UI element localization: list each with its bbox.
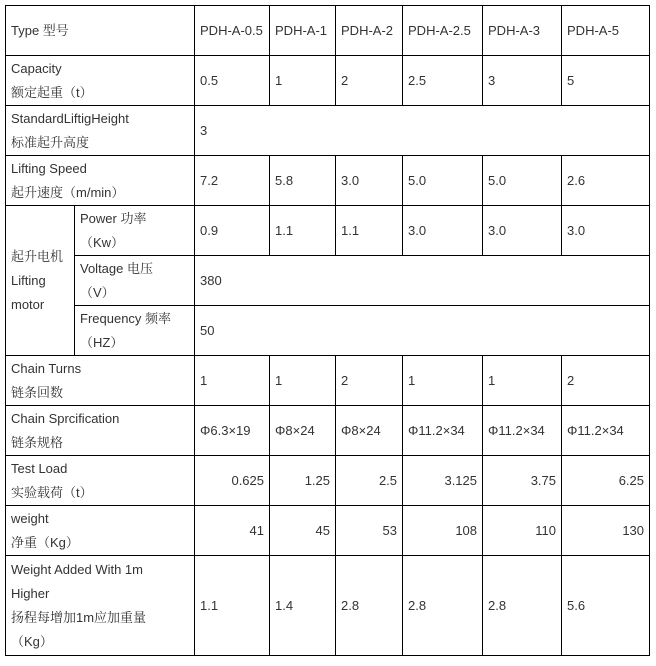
test-load-label xyxy=(6,456,195,506)
weight-value: 110 xyxy=(483,506,562,556)
lifting-speed-value: 5.8 xyxy=(270,156,336,206)
weight-label xyxy=(6,506,195,556)
chain-spec-value: Φ6.3×19 xyxy=(195,406,270,456)
header-row xyxy=(6,6,650,56)
model-5: PDH-A-5 xyxy=(562,6,650,56)
chain-turns-value: 2 xyxy=(336,356,403,406)
specification-table xyxy=(5,5,650,656)
power-value: 1.1 xyxy=(336,206,403,256)
weight-added-value: 5.6 xyxy=(562,556,650,656)
lifting-motor-label-en-1: Lifting xyxy=(11,272,46,288)
weight-added-label-4: （Kg） xyxy=(11,633,53,649)
lifting-speed-value: 5.0 xyxy=(483,156,562,206)
standard-height-label xyxy=(6,106,195,156)
weight-value: 130 xyxy=(562,506,650,556)
table-row xyxy=(6,106,650,156)
chain-turns-value: 1 xyxy=(270,356,336,406)
weight-value: 45 xyxy=(270,506,336,556)
frequency-label-1: Frequency 频率 xyxy=(80,310,172,326)
frequency-label xyxy=(75,306,195,356)
model-3: PDH-A-3 xyxy=(483,6,562,56)
weight-added-label xyxy=(6,556,195,656)
weight-added-label-2: Higher xyxy=(11,585,50,601)
chain-spec-value: Φ8×24 xyxy=(336,406,403,456)
capacity-label-cn: 额定起重（t） xyxy=(11,84,93,100)
power-label-1: Power 功率 xyxy=(80,210,147,226)
table-row xyxy=(6,556,650,656)
table-row xyxy=(6,56,650,106)
capacity-value: 2 xyxy=(336,56,403,106)
power-label xyxy=(75,206,195,256)
model-2: PDH-A-2 xyxy=(336,6,403,56)
weight-added-label-3: 扬程每增加1m应加重量 xyxy=(11,609,147,625)
capacity-value: 1 xyxy=(270,56,336,106)
lifting-speed-label-cn: 起升速度（m/min） xyxy=(11,184,125,200)
table-row xyxy=(6,156,650,206)
voltage-label-1: Voltage 电压 xyxy=(80,260,153,276)
model-2-5: PDH-A-2.5 xyxy=(403,6,483,56)
chain-turns-label xyxy=(6,356,195,406)
lifting-motor-label-cn: 起升电机 xyxy=(11,248,64,264)
chain-turns-label-cn: 链条回数 xyxy=(11,384,64,400)
voltage-value: 380 xyxy=(195,256,650,306)
weight-label-cn: 净重（Kg） xyxy=(11,534,79,550)
lifting-motor-label-en-2: motor xyxy=(11,296,45,312)
type-label: Type 型号 xyxy=(6,6,195,56)
weight-added-label-1: Weight Added With 1m xyxy=(11,561,143,577)
table-row xyxy=(6,356,650,406)
table-row xyxy=(6,306,650,356)
chain-turns-value: 1 xyxy=(195,356,270,406)
lifting-speed-value: 3.0 xyxy=(336,156,403,206)
power-value: 1.1 xyxy=(270,206,336,256)
voltage-label xyxy=(75,256,195,306)
power-value: 0.9 xyxy=(195,206,270,256)
table-row xyxy=(6,456,650,506)
lifting-speed-value: 7.2 xyxy=(195,156,270,206)
chain-turns-value: 1 xyxy=(403,356,483,406)
chain-spec-value: Φ8×24 xyxy=(270,406,336,456)
table-row xyxy=(6,206,650,256)
standard-height-value: 3 xyxy=(195,106,650,156)
capacity-label xyxy=(6,56,195,106)
standard-height-label-en: StandardLiftigHeight xyxy=(11,110,129,126)
capacity-value: 5 xyxy=(562,56,650,106)
weight-value: 41 xyxy=(195,506,270,556)
test-load-value: 0.625 xyxy=(195,456,270,506)
chain-turns-label-en: Chain Turns xyxy=(11,360,82,376)
chain-spec-value: Φ11.2×34 xyxy=(562,406,650,456)
model-1: PDH-A-1 xyxy=(270,6,336,56)
test-load-label-en: Test Load xyxy=(11,460,68,476)
standard-height-label-cn: 标准起升高度 xyxy=(11,134,90,150)
lifting-motor-label xyxy=(6,206,75,356)
capacity-value: 0.5 xyxy=(195,56,270,106)
weight-added-value: 1.1 xyxy=(195,556,270,656)
chain-turns-value: 1 xyxy=(483,356,562,406)
weight-label-en: weight xyxy=(11,510,49,526)
test-load-label-cn: 实验载荷（t） xyxy=(11,484,93,500)
frequency-label-2: （HZ） xyxy=(80,334,124,350)
lifting-speed-value: 5.0 xyxy=(403,156,483,206)
test-load-value: 3.125 xyxy=(403,456,483,506)
capacity-value: 3 xyxy=(483,56,562,106)
power-label-2: （Kw） xyxy=(80,234,125,250)
chain-spec-label-en: Chain Sprcification xyxy=(11,410,120,426)
weight-added-value: 1.4 xyxy=(270,556,336,656)
table-row xyxy=(6,406,650,456)
chain-spec-label-cn: 链条规格 xyxy=(11,434,64,450)
chain-turns-value: 2 xyxy=(562,356,650,406)
weight-value: 108 xyxy=(403,506,483,556)
power-value: 3.0 xyxy=(483,206,562,256)
chain-spec-value: Φ11.2×34 xyxy=(483,406,562,456)
table-row xyxy=(6,506,650,556)
weight-added-value: 2.8 xyxy=(403,556,483,656)
test-load-value: 3.75 xyxy=(483,456,562,506)
spec-table-wrapper xyxy=(5,5,650,656)
chain-spec-value: Φ11.2×34 xyxy=(403,406,483,456)
model-0-5: PDH-A-0.5 xyxy=(195,6,270,56)
weight-value: 53 xyxy=(336,506,403,556)
test-load-value: 6.25 xyxy=(562,456,650,506)
power-value: 3.0 xyxy=(403,206,483,256)
lifting-speed-value: 2.6 xyxy=(562,156,650,206)
test-load-value: 2.5 xyxy=(336,456,403,506)
test-load-value: 1.25 xyxy=(270,456,336,506)
capacity-label-en: Capacity xyxy=(11,60,62,76)
power-value: 3.0 xyxy=(562,206,650,256)
weight-added-value: 2.8 xyxy=(336,556,403,656)
lifting-speed-label-en: Lifting Speed xyxy=(11,160,87,176)
table-row xyxy=(6,256,650,306)
weight-added-value: 2.8 xyxy=(483,556,562,656)
lifting-speed-label xyxy=(6,156,195,206)
capacity-value: 2.5 xyxy=(403,56,483,106)
voltage-label-2: （V） xyxy=(80,284,115,300)
chain-spec-label xyxy=(6,406,195,456)
frequency-value: 50 xyxy=(195,306,650,356)
